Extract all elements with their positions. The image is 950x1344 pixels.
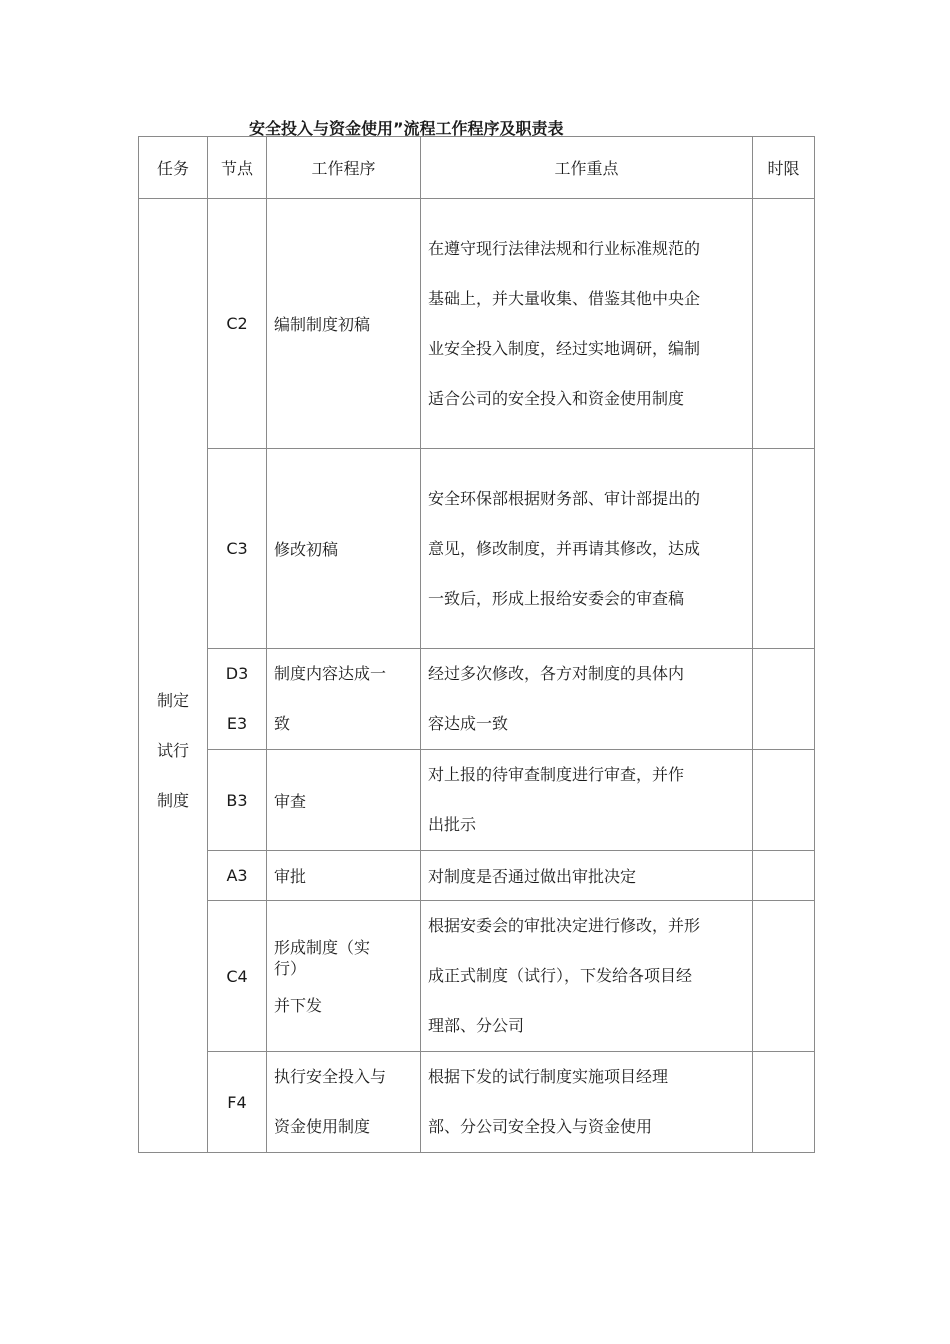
key-points-cell: 安全环保部根据财务部、审计部提出的 意见，修改制度，并再请其修改，达成 一致后，形成上报给安委会的审查稿	[421, 449, 753, 649]
table-row	[139, 901, 815, 1052]
procedure-cell: 制度内容达成一 致	[267, 649, 421, 750]
key-points-cell: 根据安委会的审批决定进行修改，并形 成正式制度（试行），下发给各项目经 理部、分公司	[421, 901, 753, 1052]
procedure-cell: 执行安全投入与 资金使用制度	[267, 1052, 421, 1153]
node-cell: C3	[208, 449, 267, 649]
time-limit-cell	[753, 449, 815, 649]
key-points-cell: 经过多次修改，各方对制度的具体内 容达成一致	[421, 649, 753, 750]
node-cell: D3 E3	[208, 649, 267, 750]
time-limit-cell	[753, 750, 815, 851]
document-title: 安全投入与资金使用”流程工作程序及职责表	[249, 119, 564, 138]
workflow-table	[138, 136, 815, 1153]
header-row	[139, 137, 815, 199]
header-procedure: 工作程序	[267, 137, 421, 199]
header-key-points: 工作重点	[421, 137, 753, 199]
procedure-cell: 形成制度（实 行） 并下发	[267, 901, 421, 1052]
header-task: 任务	[139, 137, 208, 199]
table-row	[139, 1052, 815, 1153]
node-cell: C4	[208, 901, 267, 1052]
node-cell: C2	[208, 199, 267, 449]
table-row	[139, 449, 815, 649]
key-points-cell: 对上报的待审查制度进行审查，并作 出批示	[421, 750, 753, 851]
procedure-cell: 编制制度初稿	[267, 199, 421, 449]
task-cell	[139, 199, 208, 1153]
time-limit-cell	[753, 901, 815, 1052]
key-points-cell: 对制度是否通过做出审批决定	[421, 851, 753, 901]
task-line: 试行	[156, 741, 189, 760]
procedure-cell: 审批	[267, 851, 421, 901]
node-cell: A3	[208, 851, 267, 901]
header-node: 节点	[208, 137, 267, 199]
header-time-limit: 时限	[753, 137, 815, 199]
time-limit-cell	[753, 851, 815, 901]
procedure-cell: 审查	[267, 750, 421, 851]
task-line: 制定	[156, 691, 189, 710]
time-limit-cell	[753, 649, 815, 750]
node-cell: B3	[208, 750, 267, 851]
table-row	[139, 649, 815, 750]
key-points-cell: 在遵守现行法律法规和行业标准规范的 基础上，并大量收集、借鉴其他中央企 业安全投入制度，经过实地调研，编制 适合公司的安全投入和资金使用制度	[421, 199, 753, 449]
task-line: 制度	[156, 791, 189, 810]
time-limit-cell	[753, 1052, 815, 1153]
table-row	[139, 851, 815, 901]
table-row	[139, 750, 815, 851]
key-points-cell: 根据下发的试行制度实施项目经理 部、分公司安全投入与资金使用	[421, 1052, 753, 1153]
procedure-cell: 修改初稿	[267, 449, 421, 649]
table-row	[139, 199, 815, 449]
time-limit-cell	[753, 199, 815, 449]
node-cell: F4	[208, 1052, 267, 1153]
